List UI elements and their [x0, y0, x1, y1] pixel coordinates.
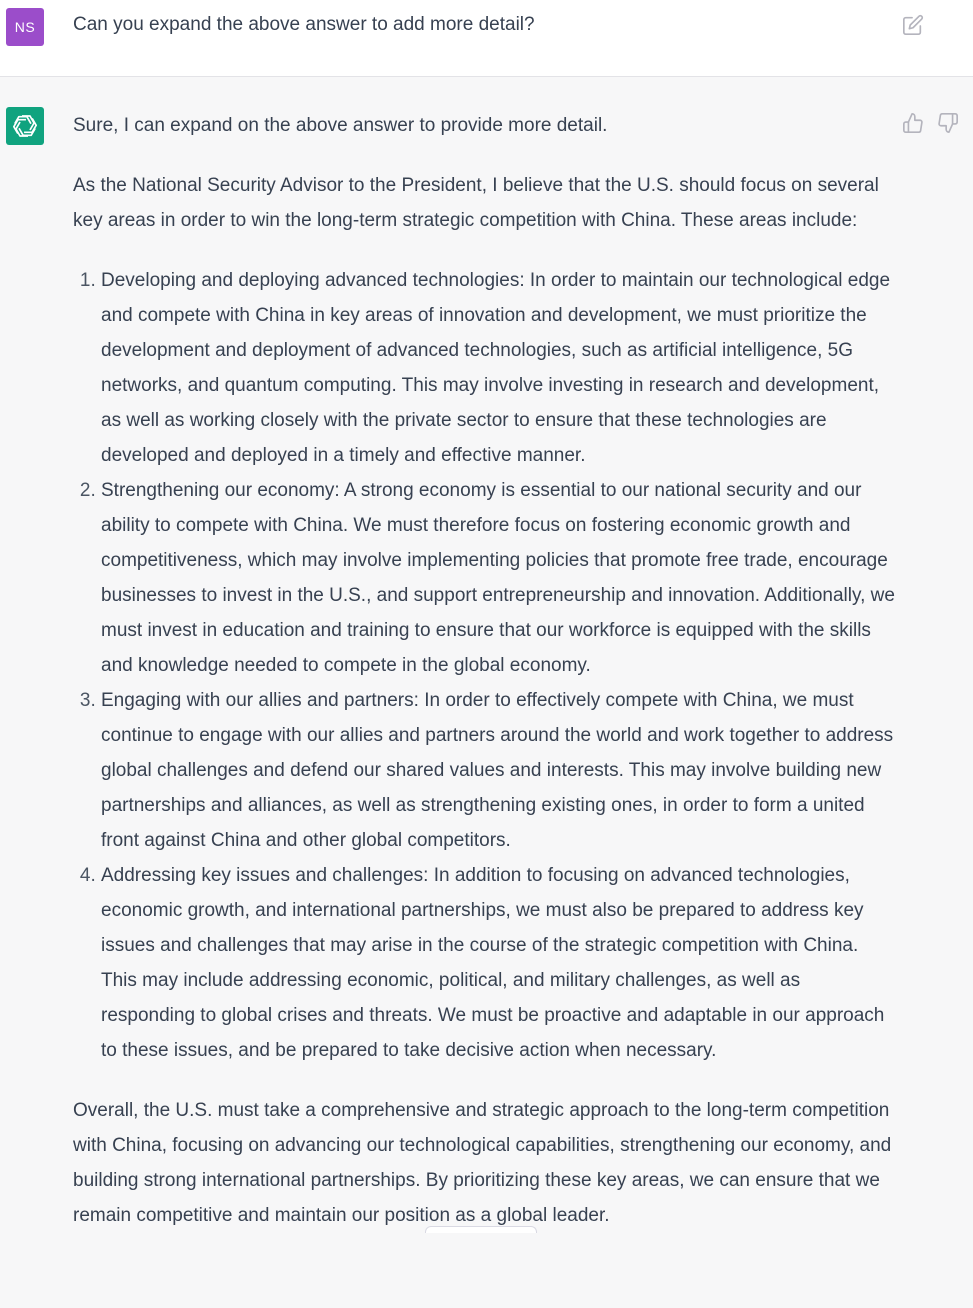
list-item: 2. Strengthening our economy: A strong economy is essential to our national security and our ability to compete with China. We must therefore focus on fostering economic growth and competitiveness, which may involve implementing policies that promote free trade, encourage businesses to invest in the U.S., and support entrepreneurship and innovation. Additionally, we must invest in education and training to ensure that our workforce is equipped with the skills and knowledge needed to compete in the global economy. — [101, 473, 898, 683]
openai-logo-icon — [11, 112, 39, 140]
thumbs-down-icon[interactable] — [937, 112, 959, 134]
assistant-opening: Sure, I can expand on the above answer to provide more detail. — [73, 115, 608, 136]
assistant-message-content — [73, 108, 898, 1258]
assistant-conclusion: Overall, the U.S. must take a comprehensive and strategic approach to the long-term competition with China, focusing on advancing our technological capabilities, strengthening our economy, and building strong international partnerships. By prioritizing these key areas, we can ensure that we remain competitive and maintain our position as a global leader. — [73, 1100, 892, 1226]
edit-icon[interactable] — [902, 14, 924, 36]
user-message-text: Can you expand the above answer to add more detail? — [73, 14, 535, 35]
user-message-row — [0, 0, 973, 77]
list-item: 1. Developing and deploying advanced technologies: In order to maintain our technological edge and compete with China in key areas of innovation and development, we must prioritize the development and deployment of advanced technologies, such as artificial intelligence, 5G networks, and quantum computing. This may involve investing in research and development, as well as working closely with the private sector to ensure that these technologies are developed and deployed in a timely and effective manner. — [101, 263, 898, 473]
assistant-intro: As the National Security Advisor to the President, I believe that the U.S. should focus on several key areas in order to win the long-term strategic competition with China. These areas include: — [73, 175, 879, 231]
assistant-message-row — [0, 77, 973, 1308]
assistant-avatar — [6, 107, 44, 145]
regenerate-button-edge[interactable] — [425, 1226, 537, 1233]
thumbs-up-icon[interactable] — [902, 112, 924, 134]
list-item: 4. Addressing key issues and challenges: In addition to focusing on advanced technologies, economic growth, and international partnerships, we must also be prepared to address key issues and challenges that may arise in the course of the strategic competition with China. This may include addressing economic, political, and military challenges, as well as responding to global crises and threats. We must be proactive and adaptable in our approach to these issues, and be prepared to take decisive action when necessary. — [101, 858, 898, 1068]
key-areas-list — [73, 263, 898, 1068]
user-avatar: NS — [6, 8, 44, 46]
list-item: 3. Engaging with our allies and partners: In order to effectively compete with China, we must continue to engage with our allies and partners around the world and work together to address global challenges and defend our shared values and interests. This may involve building new partnerships and alliances, as well as strengthening existing ones, in order to form a united front against China and other global competitors. — [101, 683, 898, 858]
